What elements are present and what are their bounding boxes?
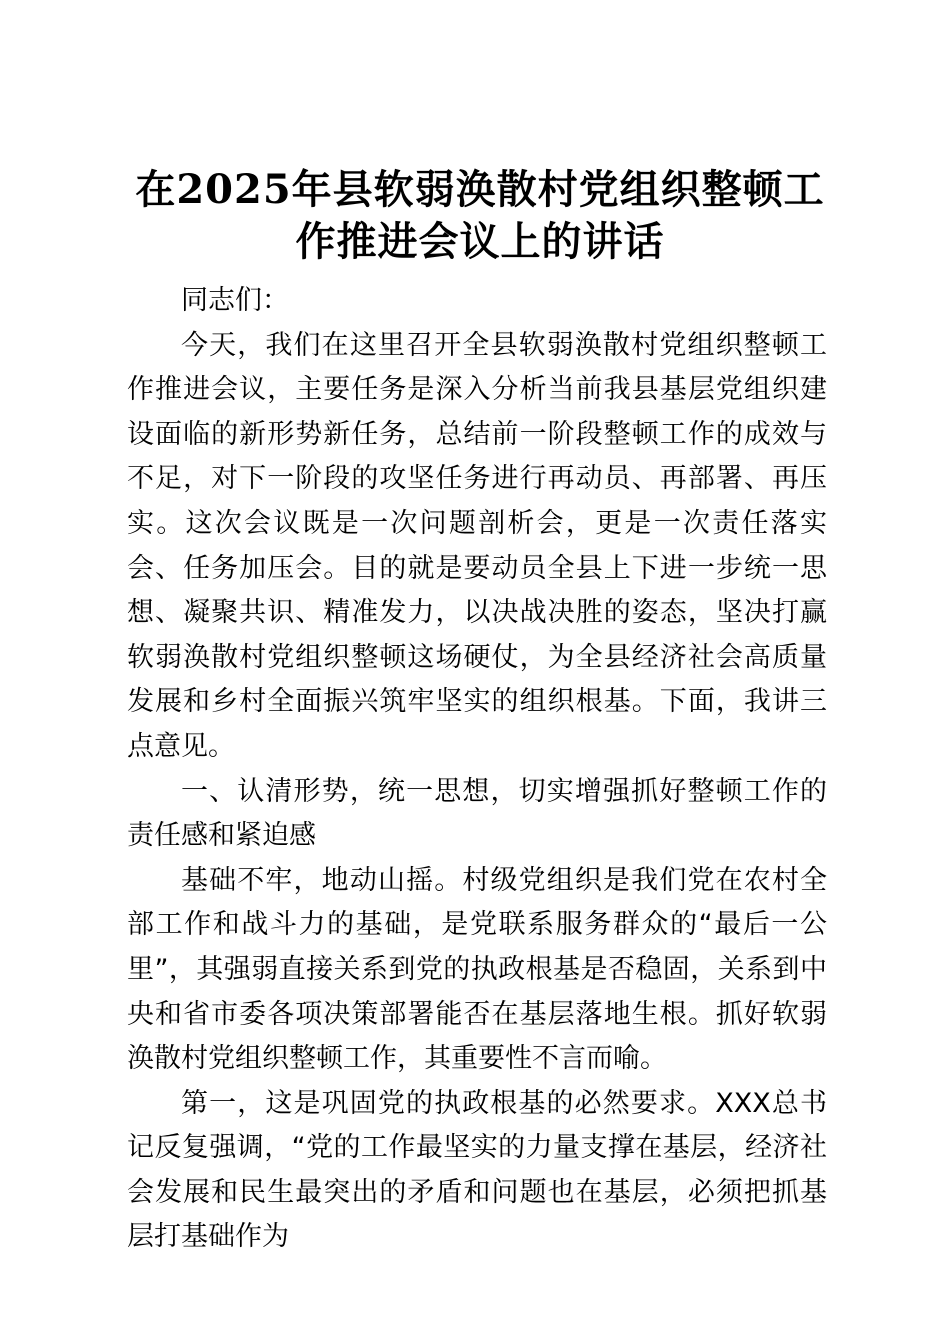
intro-paragraph: 今天，我们在这里召开全县软弱涣散村党组织整顿工作推进会议，主要任务是深入分析当前我县基层党组织建设面临的新形势新任务，总结前一阶段整顿工作的成效与不足，对下一阶段的攻坚任务进行再动员、再部署、再压实。这次会议既是一次问题剖析会，更是一次责任落实会、任务加压会。目的就是要动员全县上下进一步统一思想、凝聚共识、精准发力，以决战决胜的姿态，坚决打赢软弱涣散村党组织整顿这场硬仗，为全县经济社会高质量发展和乡村全面振兴筑牢坚实的组织根基。下面，我讲三点意见。 — [127, 329, 827, 762]
section-heading: 一、认清形势，统一思想，切实增强抓好整顿工作的责任感和紧迫感 — [127, 775, 827, 852]
document-title: 在2025年县软弱涣散村党组织整顿工作推进会议上的讲话 — [135, 166, 825, 265]
body-paragraph: 第一，这是巩固党的执政根基的必然要求。XXX总书记反复强调，“党的工作最坚实的力量支撑在基层，经济社会发展和民生最突出的矛盾和问题也在基层，必须把抓基层打基础作为 — [127, 1087, 827, 1253]
document-body — [127, 279, 827, 1260]
salutation-paragraph: 同志们： — [181, 285, 289, 316]
body-paragraph: 基础不牢，地动山摇。村级党组织是我们党在农村全部工作和战斗力的基础，是党联系服务群众的“最后一公里”，其强弱直接关系到党的执政根基是否稳固，关系到中央和省市委各项决策部署能否在基层落地生根。抓好软弱涣散村党组织整顿工作，其重要性不言而喻。 — [127, 864, 827, 1075]
